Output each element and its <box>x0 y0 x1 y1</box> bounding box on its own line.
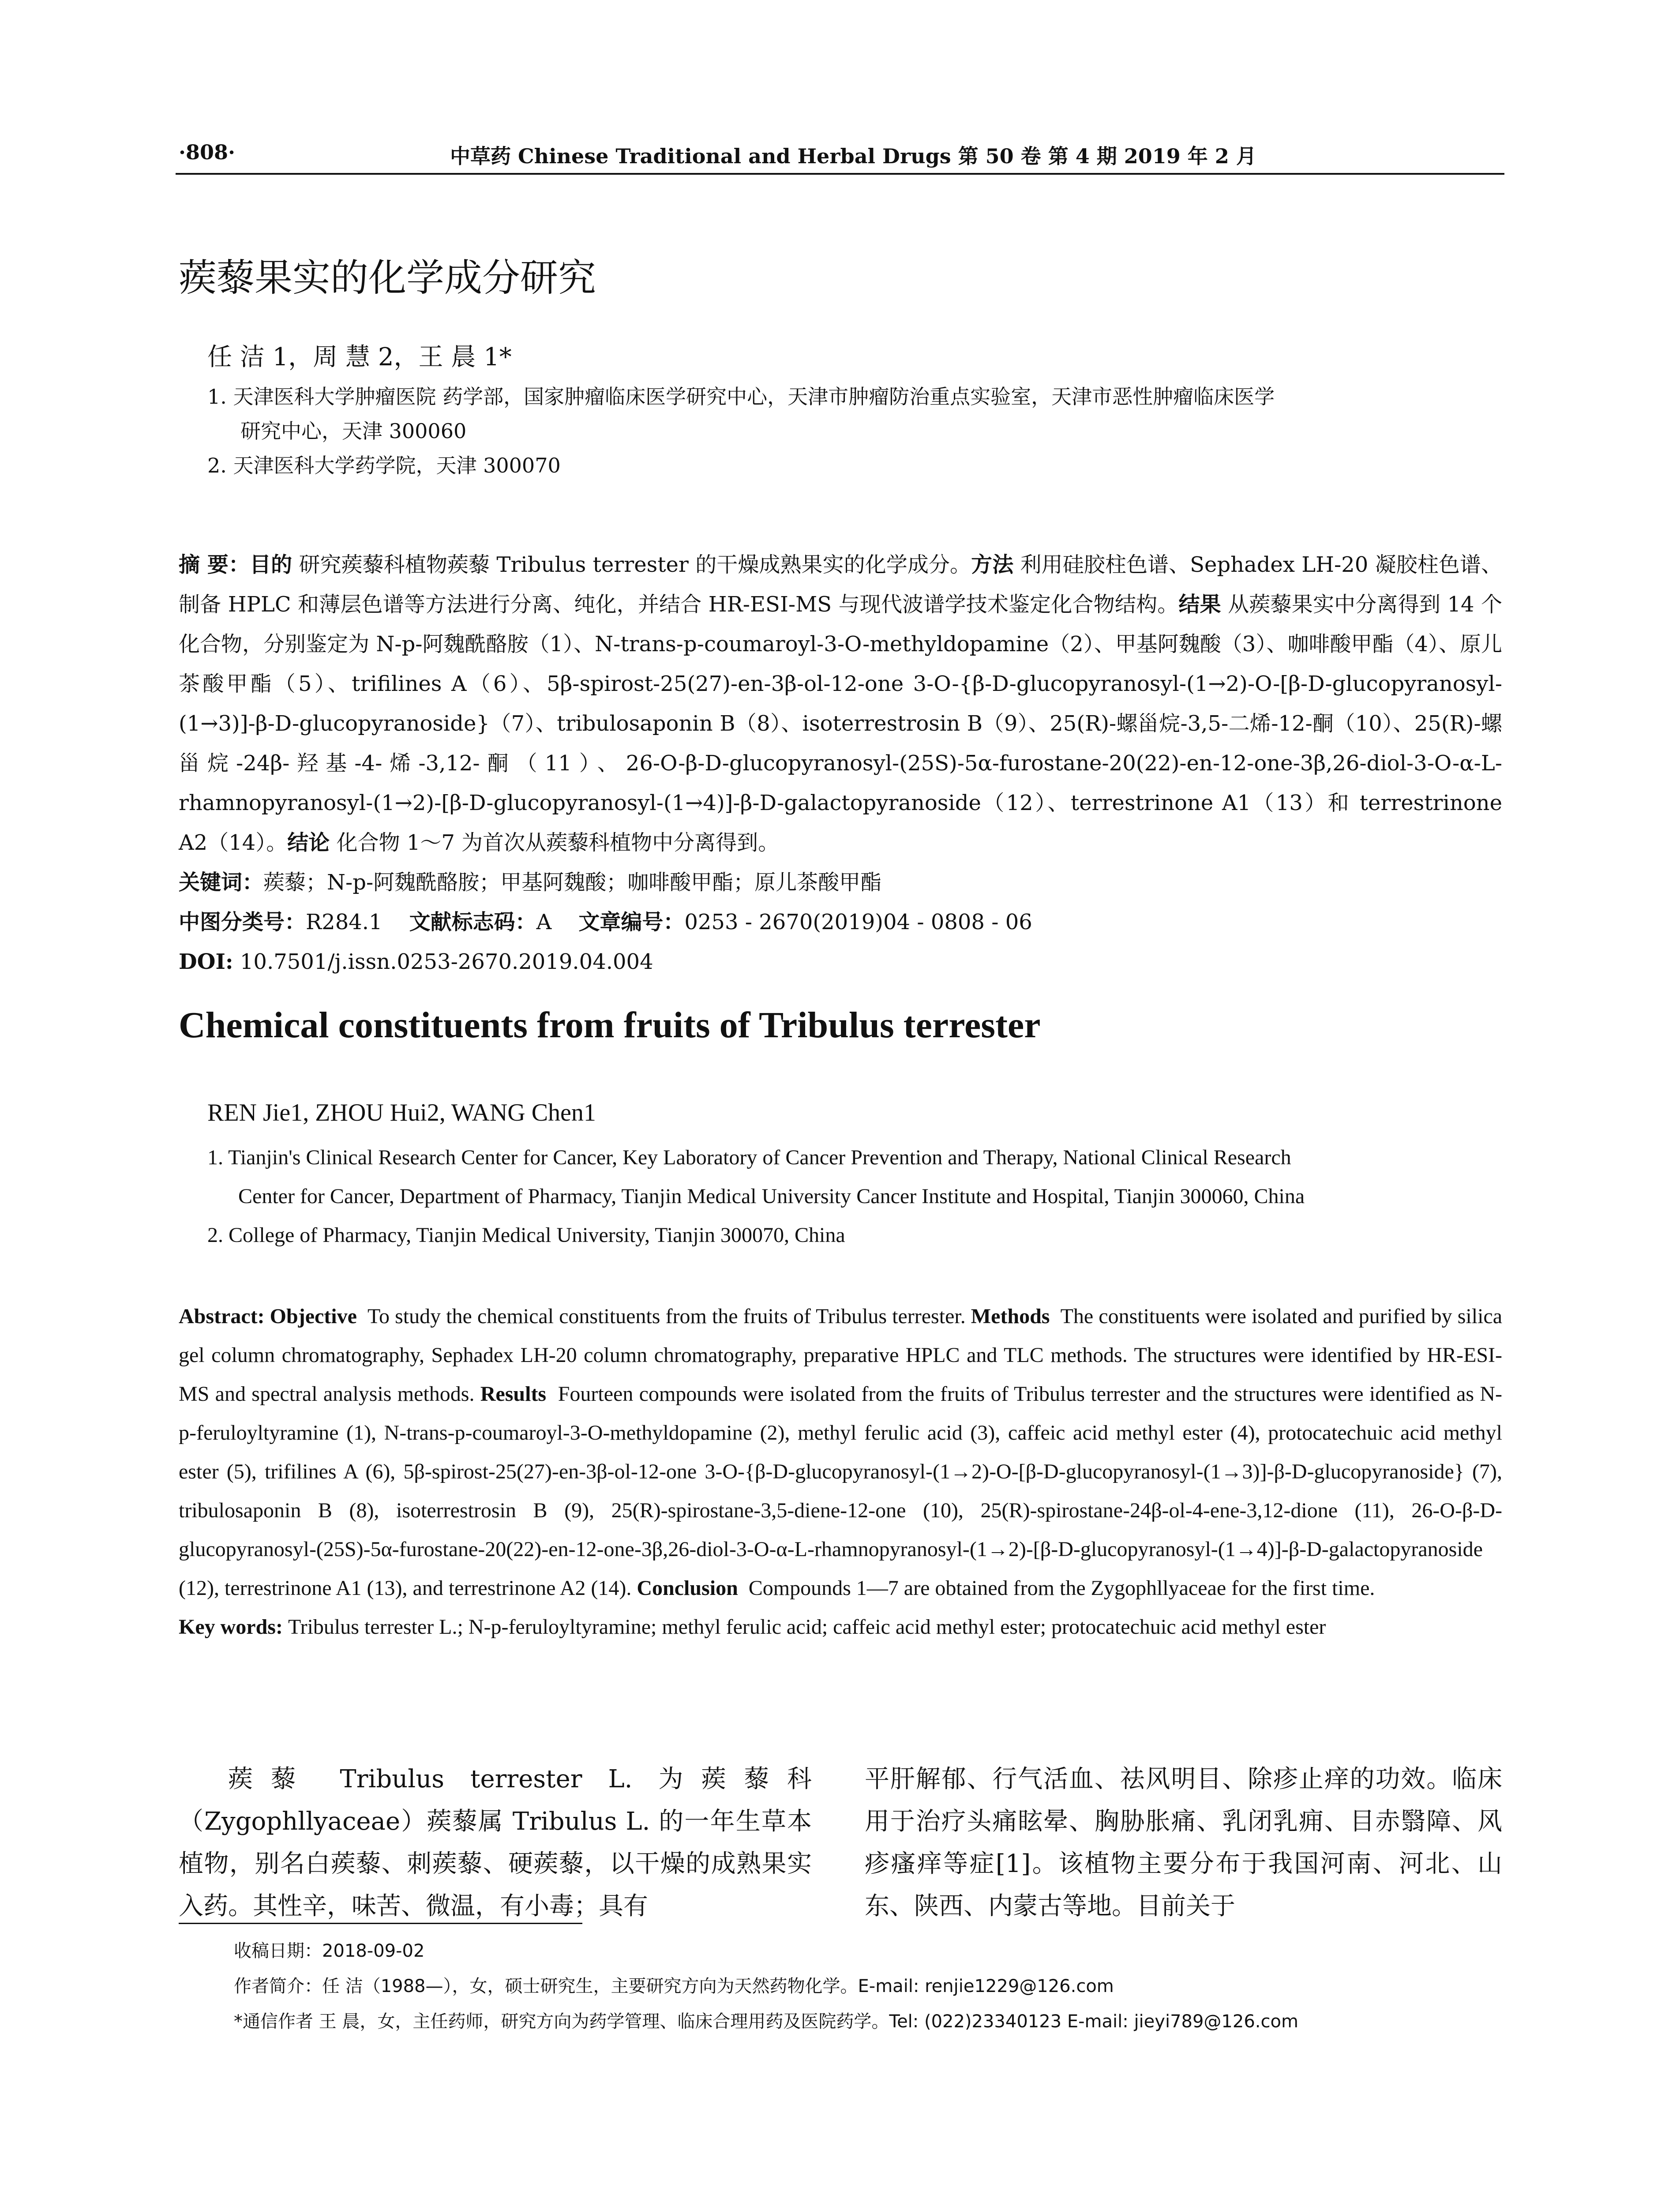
doi-value: 10.7501/j.issn.0253-2670.2019.04.004 <box>240 949 653 974</box>
affiliation-en-2: 2. College of Pharmacy, Tianjin Medical University, Tianjin 300070, China <box>207 1223 845 1247</box>
clc-value: R284.1 <box>306 910 382 934</box>
classification-cn <box>179 902 1502 942</box>
doi-label: DOI: <box>179 949 233 974</box>
abstract-cn <box>179 545 1502 982</box>
objective-cn-label: 目的 <box>250 552 292 577</box>
keywords-en-text: Tribulus terrester L.; N-p-feruloyltyramine; methyl ferulic acid; caffeic acid methyl ester; protocatechuic acid methyl ester <box>288 1615 1326 1639</box>
objective-en: To study the chemical constituents from the fruits of Tribulus terrester. <box>368 1305 966 1328</box>
results-cn-label: 结果 <box>1178 592 1221 617</box>
abstract-cn-body <box>179 545 1502 863</box>
keywords-cn-text: 蒺藜；N-p-阿魏酰酪胺；甲基阿魏酸；咖啡酸甲酯；原儿茶酸甲酯 <box>263 870 882 895</box>
journal-info: 中草药 Chinese Traditional and Herbal Drugs 第 50 卷 第 4 期 2019 年 2 月 <box>450 144 1256 168</box>
body-paragraph-1-cont: 平肝解郁、行气活血、祛风明目、除疹止痒的功效。临床用于治疗头痛眩晕、胸胁胀痛、乳闭乳痈、目赤翳障、风疹瘙痒等症[1]。该植物主要分布于我国河南、河北、山东、陕西、内蒙古等地。目前关于 <box>865 1765 1502 1921</box>
doc-code-label: 文献标志码： <box>409 910 536 934</box>
affiliations-cn <box>207 379 1509 483</box>
methods-en: The constituents were isolated and purified by silica gel column chromatography, Sephadex LH-20 column chromatography, preparative HPLC and TLC methods. The structures were identified by HR-ESI-MS and spectral analysis methods. <box>179 1305 1503 1406</box>
abstract-en-label: Abstract: <box>179 1305 265 1328</box>
page-number: ·808· <box>179 140 236 164</box>
affiliation-cn-2: 2. 天津医科大学药学院，天津 300070 <box>207 454 561 477</box>
body-paragraph-1: 蒺藜 Tribulus terrester L. 为蒺藜科（Zygophllyaceae）蒺藜属 Tribulus L. 的一年生草本植物，别名白蒺藜、刺蒺藜、硬蒺藜，以干燥的成熟果实入药。其性辛，味苦、微温，有小毒；具有 <box>179 1765 812 1921</box>
authors-en: REN Jie1, ZHOU Hui2, WANG Chen1 <box>207 1099 596 1126</box>
results-cn: 从蒺藜果实中分离得到 14 个化合物，分别鉴定为 N-p-阿魏酰酪胺（1）、N-trans-p-coumaroyl-3-O-methyldopamine（2）、甲基阿魏酸（3）、咖啡酸甲酯（4）、原儿茶酸甲酯（5）、trifilines A（6）、5β-spirost-25(27)-en-3β-ol-12-one 3-O-{β-D-glucopyranosyl-(1→2)-O-[β-D-glucopyranosyl-(1→3)]-β-D-glucopyranoside}（7）、tribulosaponin B（8）、isoterrestrosin B（9）、25(R)-螺甾烷-3,5-二烯-12-酮（10）、25(R)-螺甾烷-24β-羟基-4-烯-3,12-酮（11）、26-O-β-D-glucopyranosyl-(25S)-5α-furostane-20(22)-en-12-one-3β,26-diol-3-O-α-L-rhamnopyranosyl-(1→2)-[β-D-glucopyranosyl-(1→4)]-β-D-galactopyranoside（12）、terrestrinone A1（13）和 terrestrinone A2（14）。 <box>179 592 1502 855</box>
methods-cn-label: 方法 <box>971 552 1014 577</box>
doc-code-value: A <box>536 910 552 934</box>
conclusion-cn-label: 结论 <box>287 830 330 855</box>
keywords-en-label: Key words: <box>179 1615 283 1639</box>
authors-cn: 任 洁 1，周 慧 2，王 晨 1* <box>207 343 512 371</box>
article-number-label: 文章编号： <box>578 910 685 934</box>
conclusion-en: Compounds 1—7 are obtained from the Zygophllyaceae for the first time. <box>748 1576 1375 1600</box>
keywords-cn-label: 关键词： <box>179 870 264 895</box>
affiliation-en-1: 1. Tianjin's Clinical Research Center for Cancer, Key Laboratory of Cancer Prevention and Therapy, National Clinical Research <box>207 1146 1291 1169</box>
abstract-en-body <box>179 1297 1502 1608</box>
footnote-corresponding: *通信作者 王 晨，女，主任药师，研究方向为药学管理、临床合理用药及医院药学。Tel: (022)23340123 E-mail: jieyi789@126.com <box>234 2011 1298 2032</box>
keywords-cn <box>179 863 1502 902</box>
running-header <box>179 140 1502 171</box>
objective-cn: 研究蒺藜科植物蒺藜 Tribulus terrester 的干燥成熟果实的化学成分。 <box>299 552 971 577</box>
affiliation-cn-1: 1. 天津医科大学肿瘤医院 药学部，国家肿瘤临床医学研究中心，天津市肿瘤防治重点实验室，天津市恶性肿瘤临床医学 <box>207 385 1275 409</box>
title-cn: 蒺藜果实的化学成分研究 <box>179 256 596 300</box>
affiliation-cn-1b: 研究中心，天津 300060 <box>240 419 467 443</box>
footnote-rule <box>179 1923 582 1924</box>
footnote-received: 收稿日期：2018-09-02 <box>234 1941 425 1961</box>
header-rule <box>176 173 1504 175</box>
objective-en-label: Objective <box>270 1305 357 1328</box>
body-column-1 <box>179 1758 812 1928</box>
results-en-label: Results <box>480 1382 547 1406</box>
title-en: Chemical constituents from fruits of Tribulus terrester <box>179 1005 1041 1046</box>
methods-cn: 利用硅胶柱色谱、Sephadex LH-20 凝胶柱色谱、制备 HPLC 和薄层色谱等方法进行分离、纯化，并结合 HR-ESI-MS 与现代波谱学技术鉴定化合物结构。 <box>179 552 1502 617</box>
keywords-en <box>179 1608 1502 1647</box>
abstract-en <box>179 1297 1502 1647</box>
article-number-value: 0253 - 2670(2019)04 - 0808 - 06 <box>684 910 1032 934</box>
body-column-2 <box>865 1758 1502 1928</box>
affiliations-en <box>207 1138 1509 1255</box>
conclusion-cn: 化合物 1～7 为首次从蒺藜科植物中分离得到。 <box>336 830 780 855</box>
methods-en-label: Methods <box>971 1305 1050 1328</box>
affiliation-en-1b: Center for Cancer, Department of Pharmacy, Tianjin Medical University Cancer Institute and Hospital, Tianjin 300060, China <box>238 1185 1305 1208</box>
clc-label: 中图分类号： <box>179 910 306 934</box>
abstract-cn-label: 摘 要： <box>179 552 250 577</box>
conclusion-en-label: Conclusion <box>637 1576 738 1600</box>
doi-line <box>179 942 1502 982</box>
footnote-author-bio: 作者简介：任 洁（1988—），女，硕士研究生，主要研究方向为天然药物化学。E-mail: renjie1229@126.com <box>234 1976 1114 1996</box>
results-en: Fourteen compounds were isolated from the fruits of Tribulus terrester and the structures were identified as N-p-feruloyltyramine (1), N-trans-p-coumaroyl-3-O-methyldopamine (2), methyl ferulic acid (3), caffeic acid methyl ester (4), protocatechuic acid methyl ester (5), trifilines A (6), 5β-spirost-25(27)-en-3β-ol-12-one 3-O-{β-D-glucopyranosyl-(1→2)-O-[β-D-glucopyranosyl-(1→3)]-β-D-glucopyranoside} (7), tribulosaponin B (8), isoterrestrosin B (9), 25(R)-spirostane-3,5-diene-12-one (10), 25(R)-spirostane-24β-ol-4-ene-3,12-dione (11), 26-O-β-D-glucopyranosyl-(25S)-5α-furostane-20(22)-en-12-one-3β,26-diol-3-O-α-L-rhamnopyranosyl-(1→2)-[β-D-glucopyranosyl-(1→4)]-β-D-galactopyranoside (12), terrestrinone A1 (13), and terrestrinone A2 (14). <box>179 1382 1503 1600</box>
